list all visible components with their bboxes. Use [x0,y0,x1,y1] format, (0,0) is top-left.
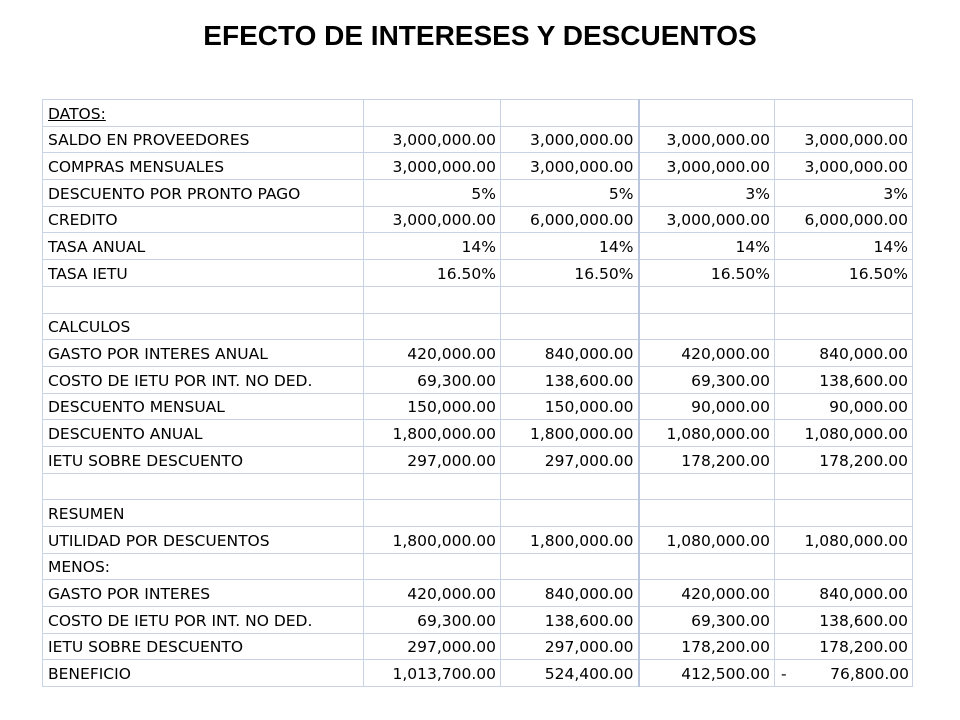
table-row [43,126,913,153]
cell-value[interactable]: 1,800,000.00 [364,420,501,447]
cell-value[interactable] [364,313,501,340]
cell-value[interactable]: 138,600.00 [501,366,639,393]
cell-value[interactable]: 420,000.00 [364,340,501,367]
row-label[interactable]: TASA IETU [43,260,364,287]
cell-value[interactable] [639,473,775,500]
row-label[interactable]: BENEFICIO [43,660,364,687]
table-row [43,607,913,634]
cell-value[interactable]: 297,000.00 [364,446,501,473]
cell-value[interactable]: 524,400.00 [501,660,639,687]
cell-value[interactable]: 1,080,000.00 [775,527,913,554]
table-row [43,420,913,447]
cell-value[interactable]: 3,000,000.00 [501,153,639,180]
cell-value[interactable]: 420,000.00 [639,340,775,367]
table-row [43,153,913,180]
cell-value[interactable]: 6,000,000.00 [775,206,913,233]
section-heading: DATOS: [48,104,106,123]
row-label[interactable]: DESCUENTO MENSUAL [43,393,364,420]
cell-value[interactable]: 178,200.00 [639,633,775,660]
cell-value[interactable]: 150,000.00 [501,393,639,420]
table-row [43,446,913,473]
table-row [43,286,913,313]
cell-value[interactable]: 3,000,000.00 [364,153,501,180]
cell-value[interactable]: 420,000.00 [364,580,501,607]
cell-value[interactable]: 16.50% [501,260,639,287]
table-row [43,473,913,500]
cell-value[interactable] [639,553,775,580]
page-title: EFECTO DE INTERESES Y DESCUENTOS [203,20,757,51]
cell-value[interactable]: 297,000.00 [501,633,639,660]
cell-value[interactable]: 150,000.00 [364,393,501,420]
row-label[interactable]: DESCUENTO ANUAL [43,420,364,447]
cell-value[interactable]: 3,000,000.00 [501,126,639,153]
row-label[interactable]: MENOS: [43,553,364,580]
spreadsheet-table [42,99,913,687]
cell-value[interactable] [501,100,639,127]
cell-value[interactable]: 6,000,000.00 [501,206,639,233]
row-label[interactable]: IETU SOBRE DESCUENTO [43,446,364,473]
cell-value[interactable]: 5% [501,180,639,207]
cell-value[interactable]: 14% [501,233,639,260]
table-row [43,100,913,127]
table-row [43,553,913,580]
cell-value[interactable] [775,473,913,500]
cell-value[interactable]: 412,500.00 [639,660,775,687]
cell-value[interactable]: 840,000.00 [775,340,913,367]
cell-value[interactable]: 1,800,000.00 [501,420,639,447]
cell-value[interactable]: 297,000.00 [501,446,639,473]
table-row [43,260,913,287]
cell-value[interactable] [775,553,913,580]
cell-value[interactable] [501,313,639,340]
cell-value[interactable]: 16.50% [775,260,913,287]
cell-value[interactable]: 3,000,000.00 [364,126,501,153]
cell-value[interactable]: 69,300.00 [639,366,775,393]
negative-sign: - [781,665,787,684]
row-label[interactable]: COSTO DE IETU POR INT. NO DED. [43,366,364,393]
table-row [43,340,913,367]
cell-value[interactable]: 14% [364,233,501,260]
cell-value[interactable]: 5% [364,180,501,207]
table-row-beneficio [43,660,913,687]
table-row [43,206,913,233]
row-label[interactable]: RESUMEN [43,500,364,527]
table-row [43,233,913,260]
table-row [43,366,913,393]
cell-value[interactable] [501,286,639,313]
table-row [43,633,913,660]
table-row [43,580,913,607]
cell-value[interactable]: 3% [775,180,913,207]
cell-value[interactable]: 178,200.00 [639,446,775,473]
cell-value[interactable]: 1,013,700.00 [364,660,501,687]
row-label[interactable]: IETU SOBRE DESCUENTO [43,633,364,660]
row-label[interactable] [43,473,364,500]
cell-value[interactable] [501,473,639,500]
row-label[interactable]: COSTO DE IETU POR INT. NO DED. [43,607,364,634]
cell-value[interactable]: 14% [639,233,775,260]
cell-value[interactable]: 840,000.00 [501,340,639,367]
cell-value[interactable]: 3,000,000.00 [775,153,913,180]
cell-value[interactable] [639,286,775,313]
cell-value[interactable]: 14% [775,233,913,260]
cell-value[interactable] [364,500,501,527]
cell-value[interactable]: 3,000,000.00 [639,206,775,233]
cell-value[interactable]: 16.50% [364,260,501,287]
row-label[interactable]: TASA ANUAL [43,233,364,260]
cell-value[interactable]: 1,080,000.00 [775,420,913,447]
cell-value[interactable]: 90,000.00 [775,393,913,420]
cell-value[interactable] [775,100,913,127]
cell-value[interactable] [364,553,501,580]
table-row [43,500,913,527]
cell-value[interactable]: 16.50% [639,260,775,287]
cell-value[interactable]: 3,000,000.00 [639,153,775,180]
cell-value[interactable]: 178,200.00 [775,633,913,660]
cell-value[interactable] [501,500,639,527]
row-label[interactable] [43,286,364,313]
cell-value[interactable]: 178,200.00 [775,446,913,473]
table-row [43,527,913,554]
cell-value[interactable] [364,286,501,313]
cell-value[interactable] [364,100,501,127]
cell-value[interactable] [639,100,775,127]
row-label[interactable]: GASTO POR INTERES ANUAL [43,340,364,367]
row-label[interactable]: GASTO POR INTERES [43,580,364,607]
row-label[interactable]: UTILIDAD POR DESCUENTOS [43,527,364,554]
cell-value[interactable]: 138,600.00 [775,366,913,393]
row-label[interactable]: SALDO EN PROVEEDORES [43,126,364,153]
row-label[interactable] [43,100,364,127]
cell-value[interactable] [775,286,913,313]
cell-value[interactable]: 1,080,000.00 [639,420,775,447]
negative-amount: 76,800.00 [830,665,909,684]
cell-value[interactable]: 69,300.00 [639,607,775,634]
cell-value[interactable]: 420,000.00 [639,580,775,607]
cell-value[interactable]: 69,300.00 [364,607,501,634]
cell-value[interactable]: 297,000.00 [364,633,501,660]
cell-value-negative[interactable] [775,660,913,687]
spreadsheet-body [43,100,913,687]
row-label[interactable]: CALCULOS [43,313,364,340]
table-row [43,393,913,420]
row-label[interactable]: CREDITO [43,206,364,233]
cell-value[interactable] [364,473,501,500]
cell-value[interactable]: 840,000.00 [501,580,639,607]
cell-value[interactable]: 3% [639,180,775,207]
cell-value[interactable]: 3,000,000.00 [775,126,913,153]
cell-value[interactable]: 3,000,000.00 [639,126,775,153]
cell-value[interactable]: 90,000.00 [639,393,775,420]
cell-value[interactable]: 1,800,000.00 [501,527,639,554]
cell-value[interactable] [639,313,775,340]
row-label[interactable]: DESCUENTO POR PRONTO PAGO [43,180,364,207]
cell-value[interactable]: 138,600.00 [775,607,913,634]
cell-value[interactable]: 1,800,000.00 [364,527,501,554]
row-label[interactable]: COMPRAS MENSUALES [43,153,364,180]
cell-value[interactable]: 1,080,000.00 [639,527,775,554]
cell-value[interactable] [775,313,913,340]
cell-value[interactable]: 840,000.00 [775,580,913,607]
table-row [43,180,913,207]
cell-value[interactable] [639,500,775,527]
cell-value[interactable] [775,500,913,527]
cell-value[interactable] [501,553,639,580]
table-row [43,313,913,340]
cell-value[interactable]: 69,300.00 [364,366,501,393]
cell-value[interactable]: 3,000,000.00 [364,206,501,233]
cell-value[interactable]: 138,600.00 [501,607,639,634]
